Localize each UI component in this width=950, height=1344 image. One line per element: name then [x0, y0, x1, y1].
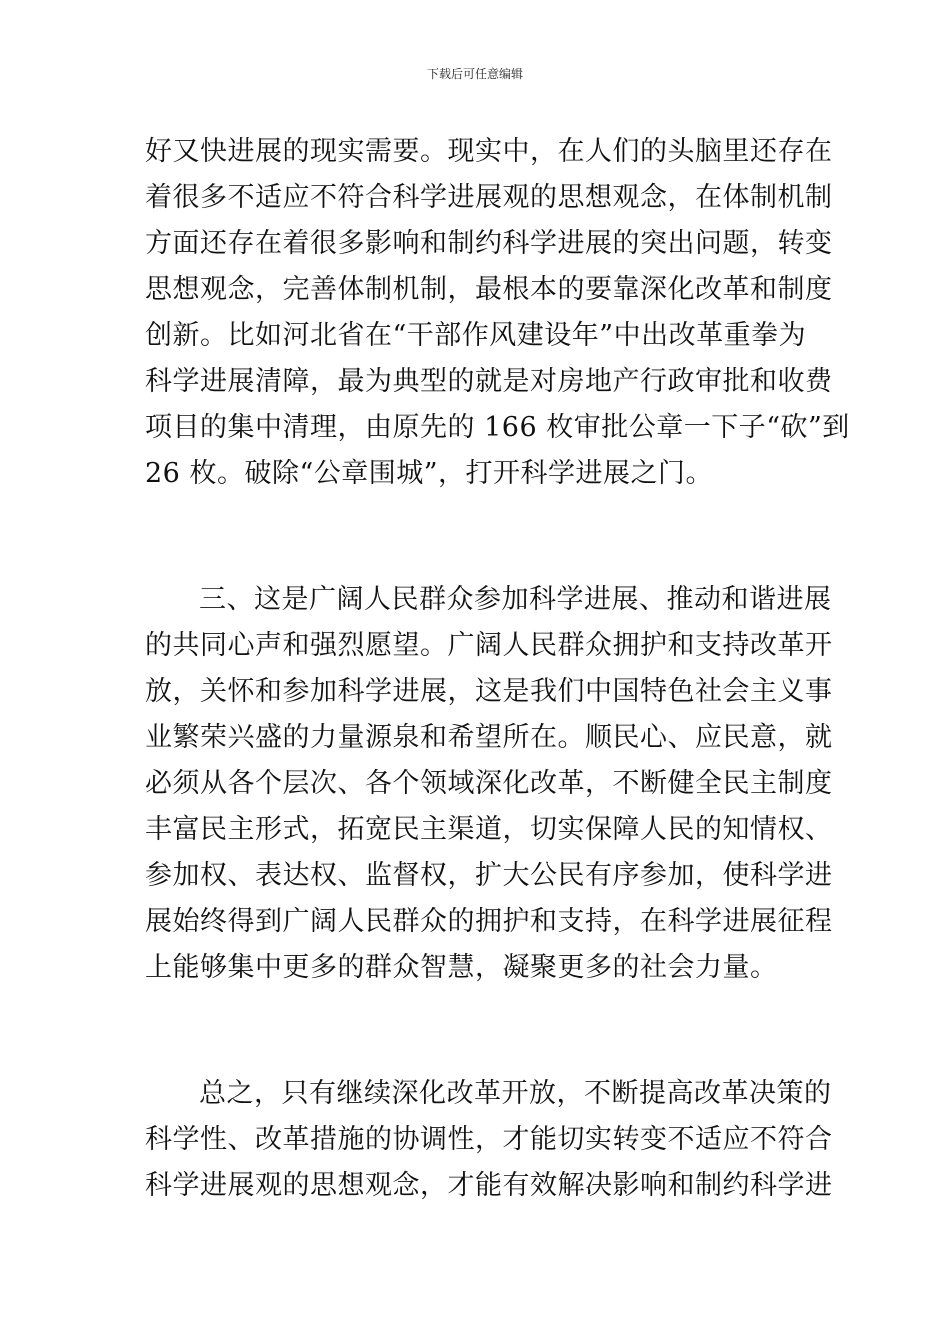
- paragraph-2-line-7: 参加权、表达权、监督权，扩大公民有序参加，使科学进: [145, 860, 833, 891]
- paragraph-1-line-2: 着很多不适应不符合科学进展观的思想观念，在体制机制: [145, 182, 833, 213]
- paragraph-1-line-1: 好又快进展的现实需要。现实中，在人们的头脑里还存在: [145, 136, 833, 167]
- paragraph-2-line-6: 丰富民主形式，拓宽民主渠道，切实保障人民的知情权、: [145, 814, 833, 845]
- paragraph-2-line-4: 业繁荣兴盛的力量源泉和希望所在。顺民心、应民意，就: [145, 722, 833, 753]
- paragraph-2-line-3: 放，关怀和参加科学进展，这是我们中国特色社会主义事: [145, 676, 833, 707]
- paragraph-1-line-7: 项目的集中清理，由原先的 166 枚审批公章一下子“砍”到: [145, 412, 850, 443]
- paragraph-2-line-1: 三、这是广阔人民群众参加科学进展、推动和谐进展: [199, 584, 832, 615]
- paragraph-2-line-2: 的共同心声和强烈愿望。广阔人民群众拥护和支持改革开: [145, 630, 833, 661]
- paragraph-1-line-4: 思想观念，完善体制机制，最根本的要靠深化改革和制度: [145, 274, 833, 305]
- paragraph-1-line-3: 方面还存在着很多影响和制约科学进展的突出问题，转变: [145, 228, 833, 259]
- paragraph-3-line-3: 科学进展观的思想观念，才能有效解决影响和制约科学进: [145, 1170, 833, 1201]
- paragraph-1-line-8: 26 枚。破除“公章围城”，打开科学进展之门。: [145, 458, 714, 489]
- paragraph-2-line-5: 必须从各个层次、各个领域深化改革，不断健全民主制度: [145, 768, 833, 799]
- paragraph-3-line-2: 科学性、改革措施的协调性，才能切实转变不适应不符合: [145, 1124, 833, 1155]
- paragraph-1-line-5: 创新。比如河北省在“干部作风建设年”中出改革重拳为: [145, 320, 807, 351]
- page-header: 下载后可任意编辑: [426, 67, 523, 81]
- paragraph-2-line-9: 上能够集中更多的群众智慧，凝聚更多的社会力量。: [145, 952, 778, 983]
- paragraph-1-line-6: 科学进展清障，最为典型的就是对房地产行政审批和收费: [145, 366, 833, 397]
- paragraph-2-line-8: 展始终得到广阔人民群众的拥护和支持，在科学进展征程: [145, 906, 833, 937]
- paragraph-3-line-1: 总之，只有继续深化改革开放，不断提高改革决策的: [199, 1078, 832, 1109]
